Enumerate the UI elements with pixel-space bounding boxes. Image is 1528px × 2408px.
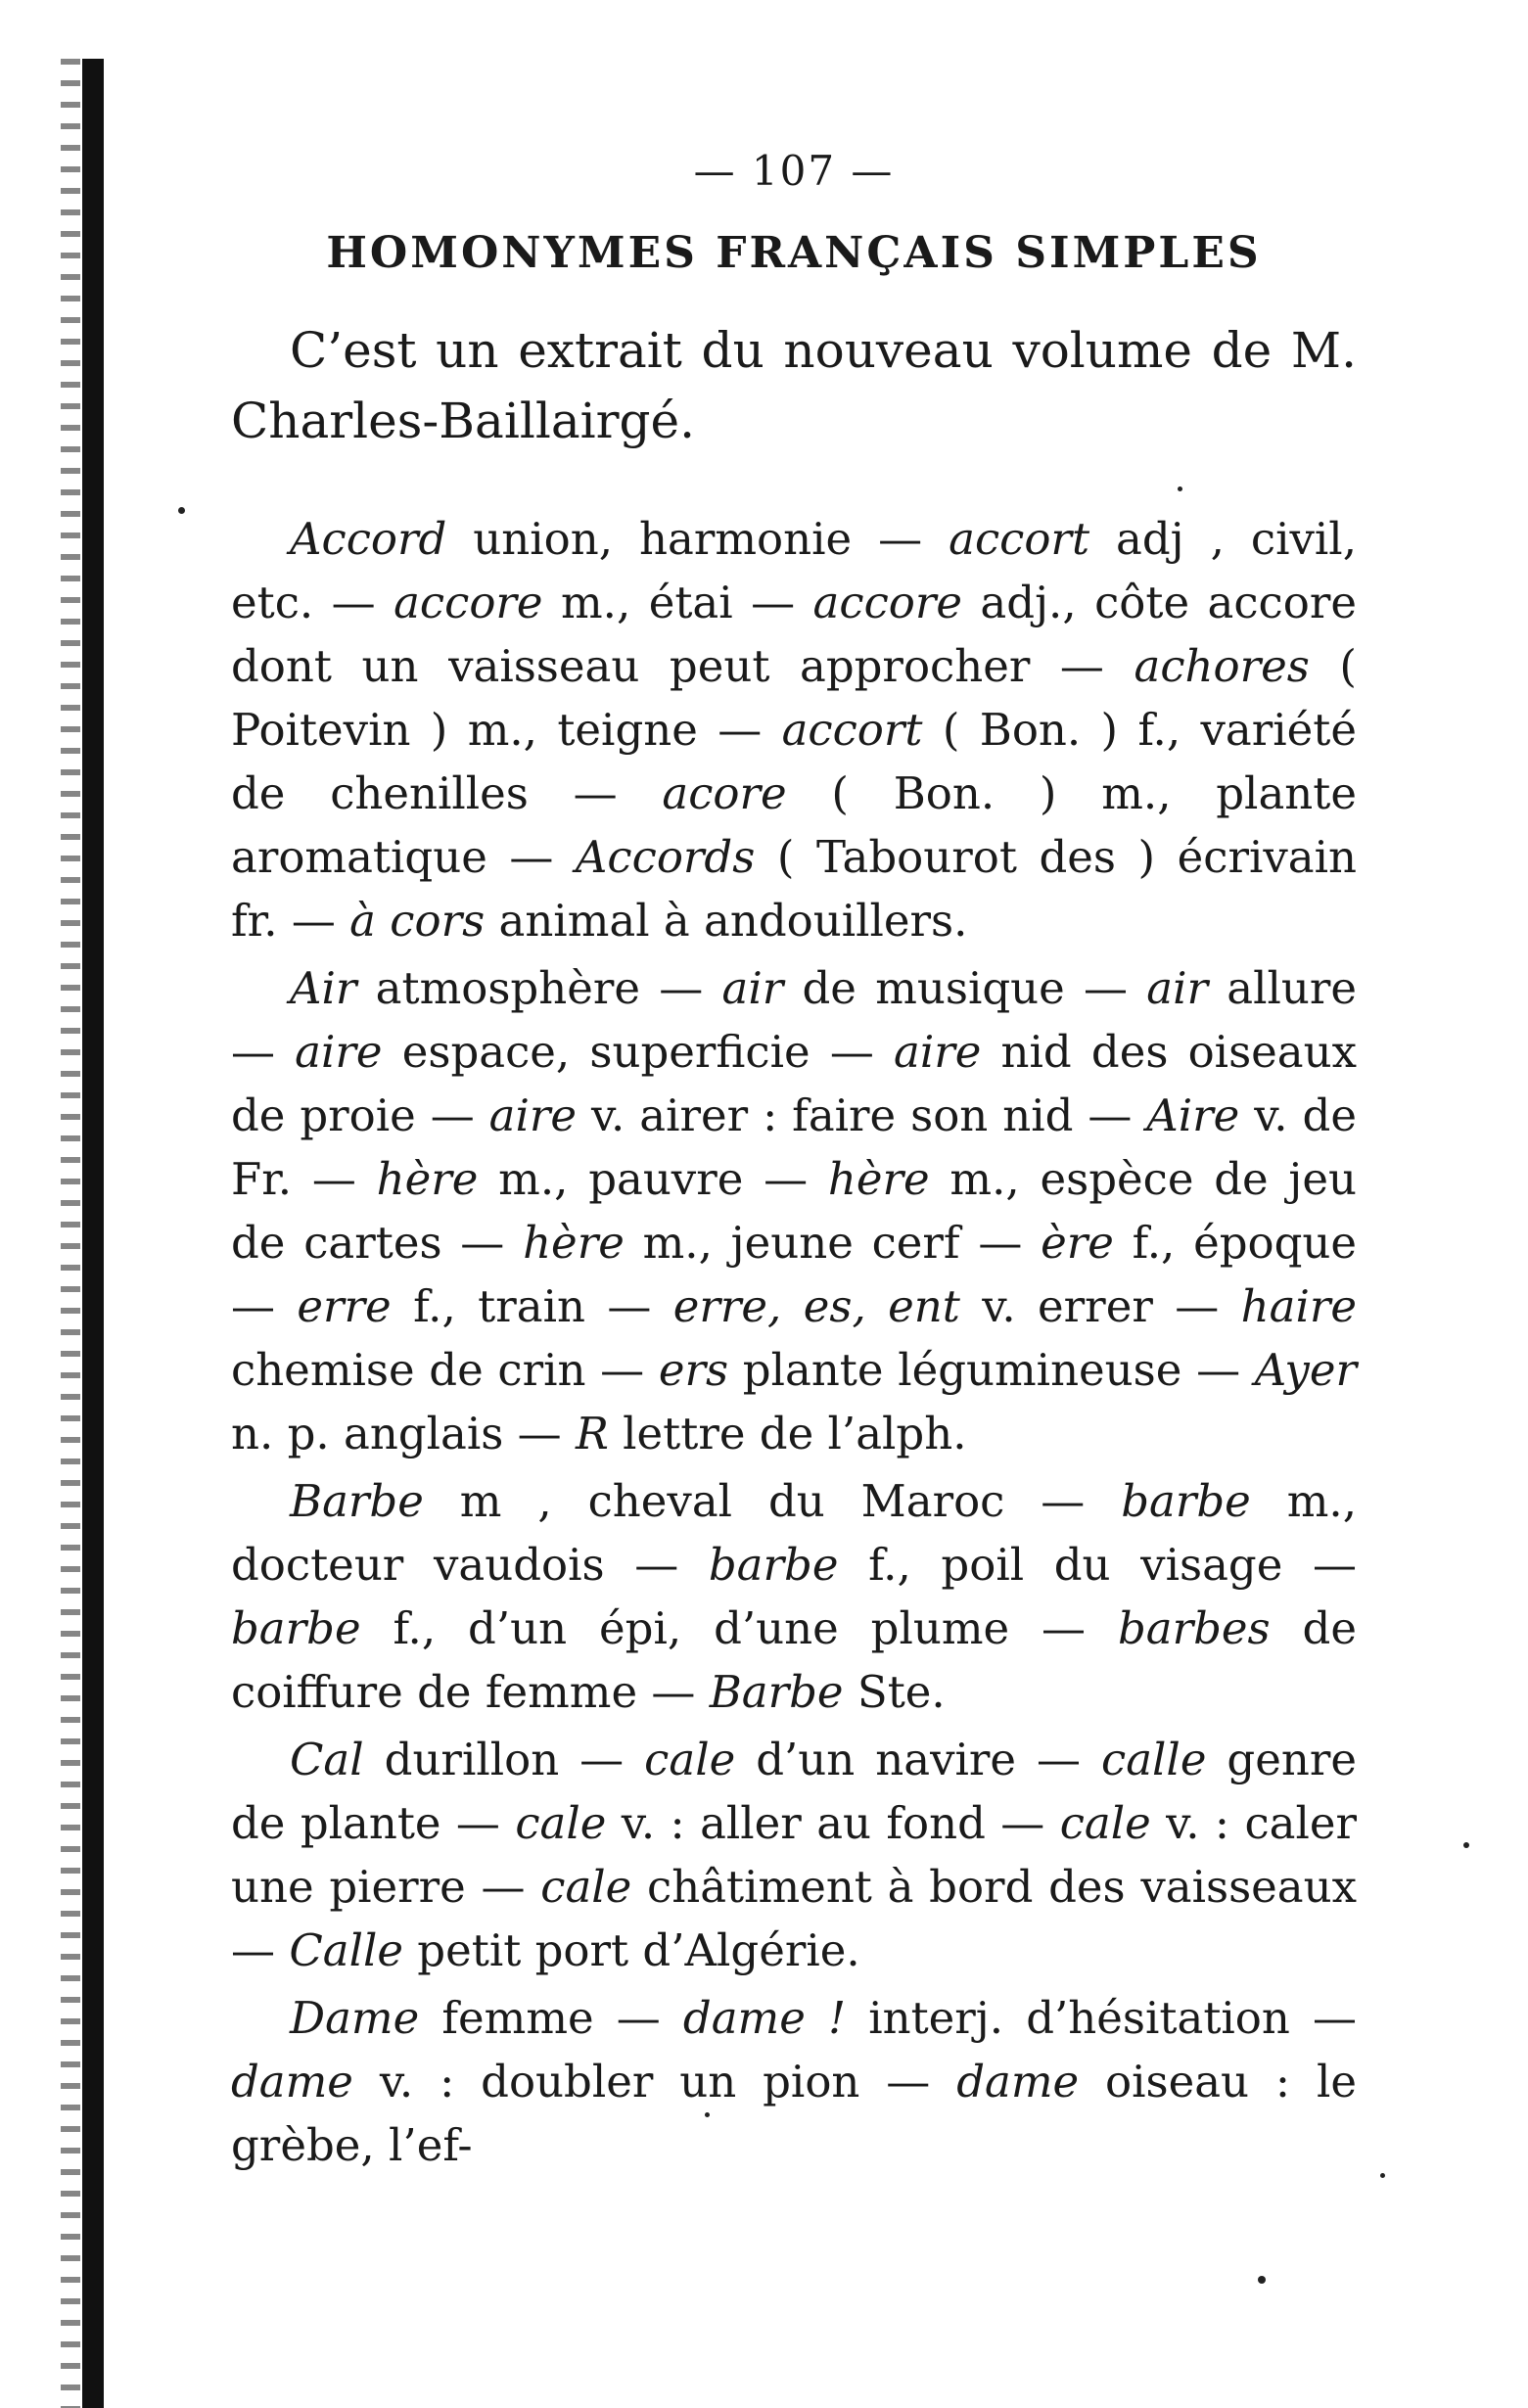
binding-edge (82, 59, 104, 2408)
headword: hère (827, 1153, 930, 1205)
definition-text: m., espèce de jeu de cartes — (231, 1153, 1357, 1269)
headword: R (575, 1408, 609, 1459)
headword: Aire (1146, 1089, 1240, 1141)
headword: cale (540, 1861, 632, 1913)
definition-text: oiseau : le grèbe, l’ef- (231, 2056, 1357, 2171)
definition-text: v. errer — (959, 1280, 1241, 1332)
definition-text: espace, superficie — (382, 1026, 894, 1078)
headword: barbe (708, 1539, 839, 1591)
headword: cale (515, 1797, 607, 1849)
scan-speck (1258, 2276, 1266, 2284)
definition-text: ( Poitevin ) m., teigne — (231, 640, 1357, 756)
headword: hère (376, 1153, 479, 1205)
definition-text: union, harmonie — (446, 513, 949, 565)
definition-text: ( Tabourot des ) écrivain fr. — (231, 831, 1357, 947)
definition-text: m., étai — (542, 577, 813, 628)
headword: calle (1101, 1734, 1207, 1785)
headword: erre (297, 1280, 392, 1332)
definition-text: femme — (419, 1992, 683, 2044)
headword: ers (658, 1344, 729, 1396)
headword: ère (1041, 1217, 1114, 1269)
definition-text: v. : aller au fond — (606, 1797, 1060, 1849)
scan-speck (1178, 486, 1182, 491)
headword: barbes (1117, 1602, 1271, 1654)
definition-text: m , cheval du Maroc — (423, 1475, 1122, 1527)
intro-paragraph: C’est un extrait du nouveau volume de M. Charles-Baillairgé. (231, 322, 1357, 449)
headword: hère (523, 1217, 625, 1269)
homonym-entry (231, 507, 1357, 952)
homonym-entry (231, 956, 1357, 1465)
definition-text: v. airer : faire son nid — (577, 1089, 1147, 1141)
scan-speck (178, 507, 185, 514)
headword: acore (662, 767, 787, 819)
book-page (231, 147, 1357, 2181)
definition-text: de coiffure de femme — (231, 1602, 1357, 1718)
definition-text: allure — (231, 962, 1357, 1078)
scan-speck (1463, 1842, 1469, 1848)
definition-text: genre de plante — (231, 1734, 1357, 1849)
definition-text: lettre de l’alph. (608, 1408, 967, 1459)
definition-text: m., pauvre — (478, 1153, 828, 1205)
headword: dame ! (682, 1992, 847, 2044)
headword: air (1146, 962, 1208, 1014)
definition-text: f., d’un épi, d’une plume — (360, 1602, 1118, 1654)
homonym-entries (231, 507, 1357, 2177)
binding-edge-fray (61, 59, 80, 2408)
headword: Air (290, 962, 357, 1014)
definition-text: nid des oiseaux de proie — (231, 1026, 1357, 1141)
headword: aire (295, 1026, 383, 1078)
headword: Accords (575, 831, 756, 883)
definition-text: Ste. (843, 1666, 946, 1718)
headword: cale (1059, 1797, 1151, 1849)
definition-text: f., train — (391, 1280, 673, 1332)
headword: haire (1240, 1280, 1357, 1332)
definition-text: petit port d’Algérie. (403, 1924, 860, 1976)
headword: accort (781, 704, 923, 756)
definition-text: chemise de crin — (231, 1344, 659, 1396)
definition-text: plante légumineuse — (728, 1344, 1255, 1396)
headword: accore (812, 577, 962, 628)
headword: Dame (290, 1992, 420, 2044)
definition-text: n. p. anglais — (231, 1408, 576, 1459)
headword: dame (956, 2056, 1080, 2107)
headword: Cal (290, 1734, 364, 1785)
scan-speck (705, 2112, 710, 2117)
definition-text: f., époque — (231, 1217, 1358, 1332)
definition-text: ( Bon. ) f., variété de chenilles — (231, 704, 1357, 819)
definition-text: de musique — (783, 962, 1147, 1014)
headword: cale (644, 1734, 736, 1785)
definition-text: m., docteur vaudois — (231, 1475, 1357, 1591)
headword: erre, es, ent (672, 1280, 960, 1332)
page-number: — 107 — (693, 147, 895, 195)
headword: barbe (1121, 1475, 1251, 1527)
headword: Barbe (709, 1666, 844, 1718)
headword: accore (394, 577, 543, 628)
headword: accort (949, 513, 1090, 565)
homonym-entry (231, 1986, 1357, 2177)
headword: Ayer (1254, 1344, 1357, 1396)
headword: aire (488, 1089, 578, 1141)
headword: air (721, 962, 784, 1014)
headword: aire (894, 1026, 982, 1078)
headword: à cors (349, 895, 486, 947)
homonym-entry (231, 1469, 1357, 1724)
definition-text: v. : doubler un pion — (352, 2056, 957, 2107)
definition-text: interj. d’hésitation — (846, 1992, 1357, 2044)
definition-text: v. de Fr. — (231, 1089, 1357, 1205)
scan-speck (1380, 2173, 1385, 2178)
page-title: HOMONYMES FRANÇAIS SIMPLES (326, 228, 1262, 278)
definition-text: adj , civil, etc. — (231, 513, 1357, 628)
headword: achores (1134, 640, 1310, 692)
definition-text: adj., côte accore dont un vaisseau peut approcher — (231, 577, 1357, 692)
definition-text: châtiment à bord des vaisseaux— (231, 1861, 1357, 1976)
headword: Barbe (290, 1475, 424, 1527)
definition-text: m., jeune cerf — (624, 1217, 1042, 1269)
headword: dame (231, 2056, 353, 2107)
definition-text: v. : caler une pierre — (231, 1797, 1358, 1913)
headword: barbe (231, 1602, 361, 1654)
homonym-entry (231, 1728, 1357, 1982)
definition-text: animal à andouillers. (485, 895, 968, 947)
definition-text: d’un navire — (735, 1734, 1101, 1785)
headword: Accord (290, 513, 447, 565)
definition-text: durillon — (363, 1734, 645, 1785)
definition-text: f., poil du visage — (838, 1539, 1358, 1591)
definition-text: ( Bon. ) m., plante aromatique — (231, 767, 1357, 883)
headword: Calle (289, 1924, 403, 1976)
definition-text: atmosphère — (356, 962, 722, 1014)
